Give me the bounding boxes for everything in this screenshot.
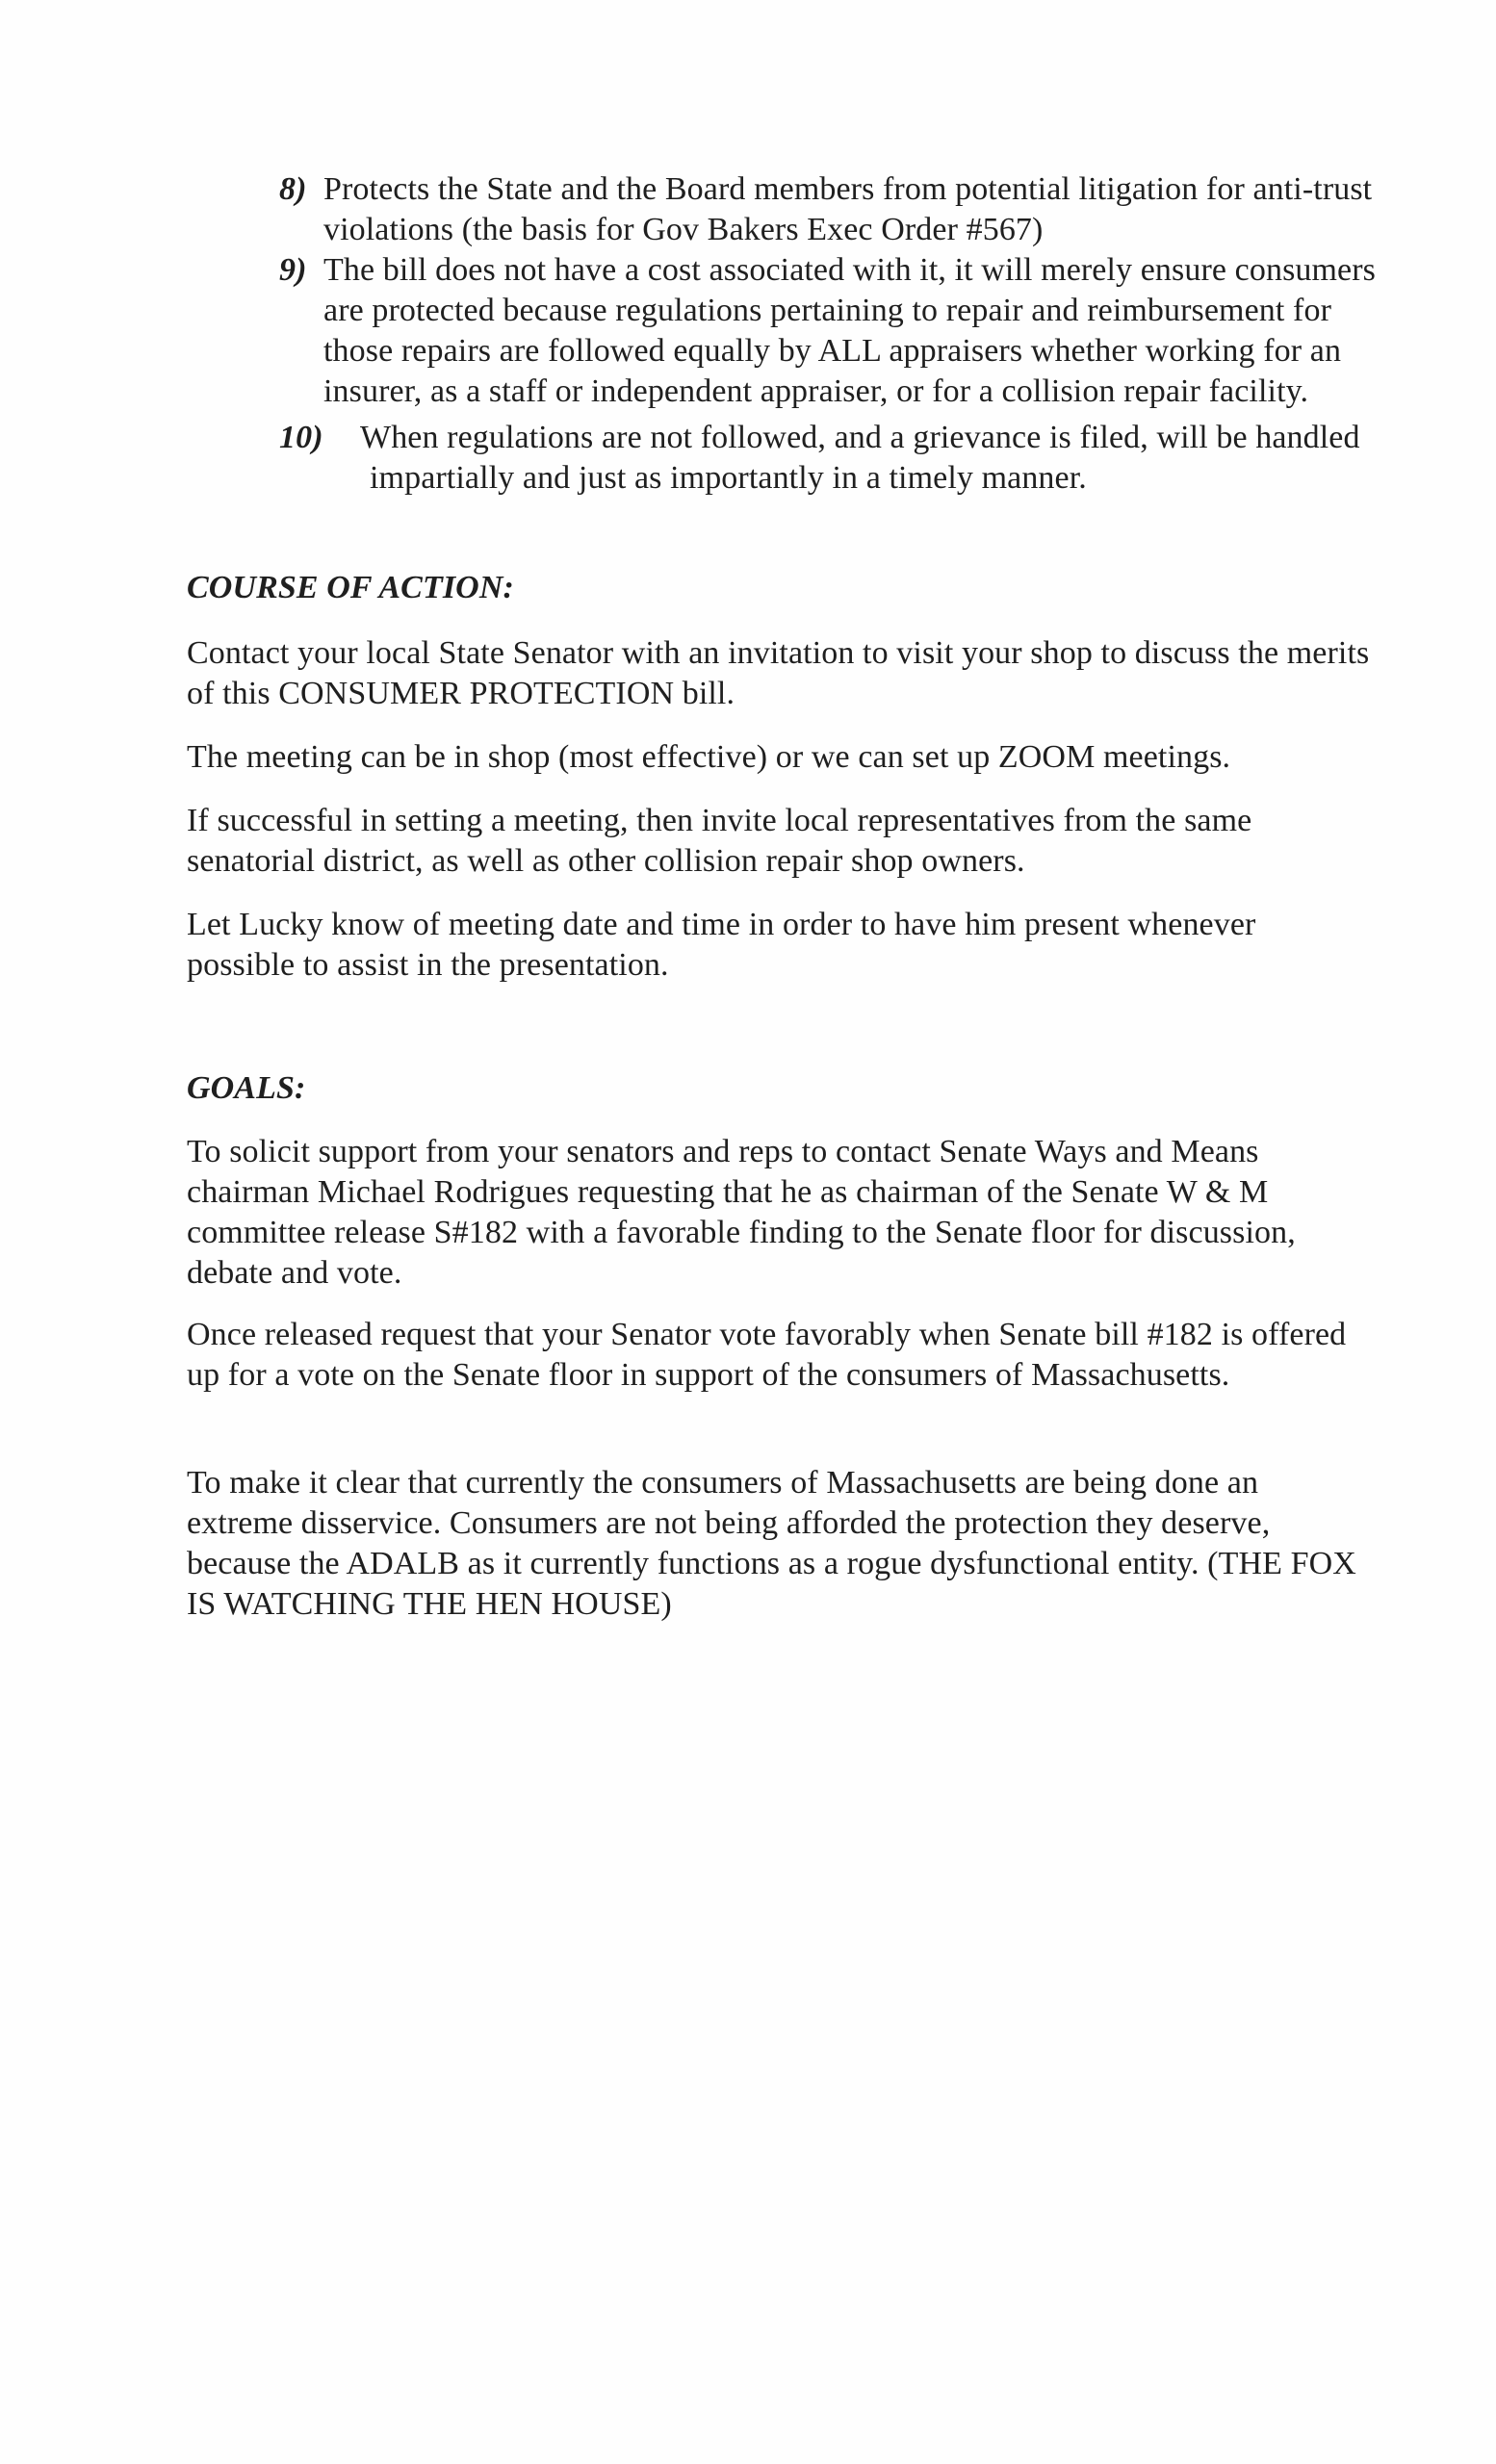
list-number: 10) xyxy=(279,420,323,455)
goals-paragraph-3: To make it clear that currently the consumers of Massachusetts are being done an extreme disservice. Consumers are not being afforded the protection they deserve, because the ADALB as it currently functions as a rogue dysfunctional entity. (THE FOX IS WATCHING THE HEN HOUSE) xyxy=(187,1465,1356,1622)
course-paragraph-4: Let Lucky know of meeting date and time in order to have him present whenever possible to assist in the presentation. xyxy=(187,907,1256,983)
list-number: 8) xyxy=(279,171,307,207)
course-of-action-heading: COURSE OF ACTION: xyxy=(187,570,514,605)
course-paragraph-2: The meeting can be in shop (most effective) or we can set up ZOOM meetings. xyxy=(187,739,1231,775)
numbered-list xyxy=(279,169,1386,499)
goals-paragraph-1: To solicit support from your senators and reps to contact Senate Ways and Means chairman Michael Rodrigues requesting that he as chairman of the Senate W & M committee release S#182 with a favorable finding to the Senate floor for discussion, debate and vote. xyxy=(187,1134,1296,1291)
goals-heading: GOALS: xyxy=(187,1070,306,1106)
course-paragraph-3: If successful in setting a meeting, then invite local representatives from the same senatorial district, as well as other collision repair shop owners. xyxy=(187,803,1252,879)
list-item-8 xyxy=(279,169,1386,250)
list-text: When regulations are not followed, and a grievance is filed, will be handled impartially and just as importantly in a timely manner. xyxy=(360,420,1360,496)
list-text: Protects the State and the Board members from potential litigation for anti-trust violations (the basis for Gov Bakers Exec Order #567) xyxy=(323,171,1373,247)
list-item-10 xyxy=(279,418,1386,499)
goals-paragraph-2: Once released request that your Senator vote favorably when Senate bill #182 is offered up for a vote on the Senate floor in support of the consumers of Massachusetts. xyxy=(187,1317,1347,1393)
course-paragraph-1: Contact your local State Senator with an invitation to visit your shop to discuss the merits of this CONSUMER PROTECTION bill. xyxy=(187,635,1370,711)
list-number: 9) xyxy=(279,252,307,288)
list-item-9 xyxy=(279,250,1386,412)
list-text: The bill does not have a cost associated with it, it will merely ensure consumers are protected because regulations pertaining to repair and reimbursement for those repairs are followed equally by ALL appraisers whether working for an insurer, as a staff or independent appraiser, or for a collision repair facility. xyxy=(323,252,1376,409)
